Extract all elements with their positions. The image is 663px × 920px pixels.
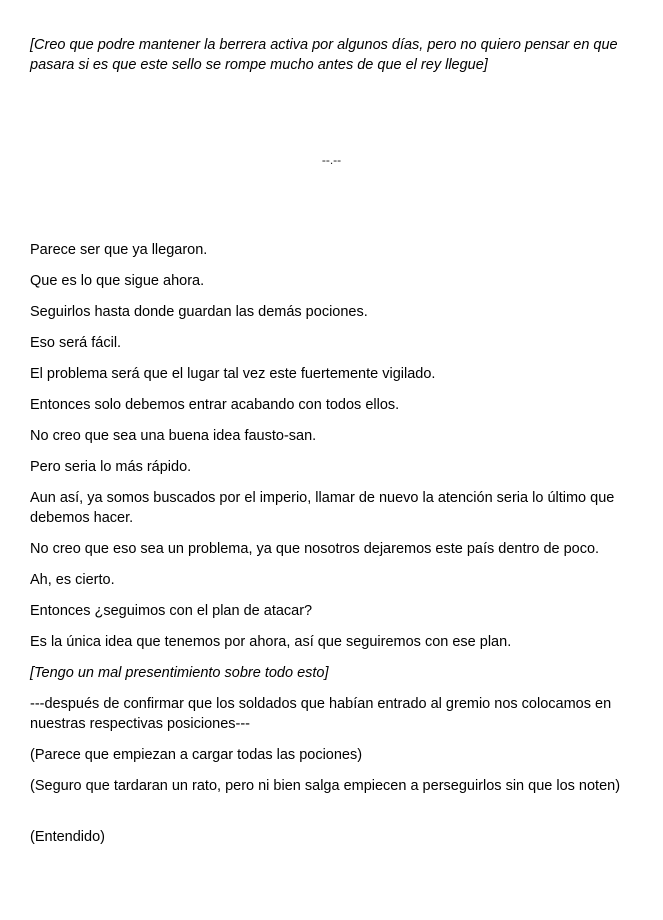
dialogue-line: Pero seria lo más rápido. — [30, 459, 192, 475]
scene-separator: --.-- — [321, 153, 342, 167]
dialogue-line: Que es lo que sigue ahora. — [30, 273, 205, 289]
inner-thought-line: [Tengo un mal presentimiento sobre todo esto] — [30, 665, 329, 681]
intro-thought-paragraph: [Creo que podre mantener la berrera activa por algunos días, pero no quiero pensar en que pasara si es que este sello se rompe mucho antes de que el rey llegue] — [30, 37, 618, 73]
dialogue-line: (Entendido) — [30, 829, 105, 845]
dialogue-line: No creo que eso sea un problema, ya que nosotros dejaremos este país dentro de poco. — [30, 541, 600, 557]
dialogue-line: Ah, es cierto. — [30, 572, 115, 588]
narration-line: ---después de confirmar que los soldados que habían entrado al gremio nos colocamos en nuestras respectivas posiciones--- — [30, 696, 612, 732]
dialogue-line: Parece ser que ya llegaron. — [30, 242, 208, 258]
dialogue-line: Aun así, ya somos buscados por el imperio, llamar de nuevo la atención seria lo último que debemos hacer. — [30, 490, 615, 526]
dialogue-line: (Parece que empiezan a cargar todas las pociones) — [30, 747, 363, 763]
dialogue-line: Es la única idea que tenemos por ahora, así que seguiremos con ese plan. — [30, 634, 512, 650]
dialogue-line: Entonces ¿seguimos con el plan de atacar? — [30, 603, 313, 619]
dialogue-line: (Seguro que tardaran un rato, pero ni bien salga empiecen a perseguirlos sin que los noten) — [30, 778, 621, 794]
dialogue-line: No creo que sea una buena idea fausto-san. — [30, 428, 317, 444]
dialogue-line: Entonces solo debemos entrar acabando con todos ellos. — [30, 397, 400, 413]
dialogue-line: Eso será fácil. — [30, 335, 122, 351]
dialogue-line: Seguirlos hasta donde guardan las demás pociones. — [30, 304, 368, 320]
dialogue-line: El problema será que el lugar tal vez este fuertemente vigilado. — [30, 366, 436, 382]
